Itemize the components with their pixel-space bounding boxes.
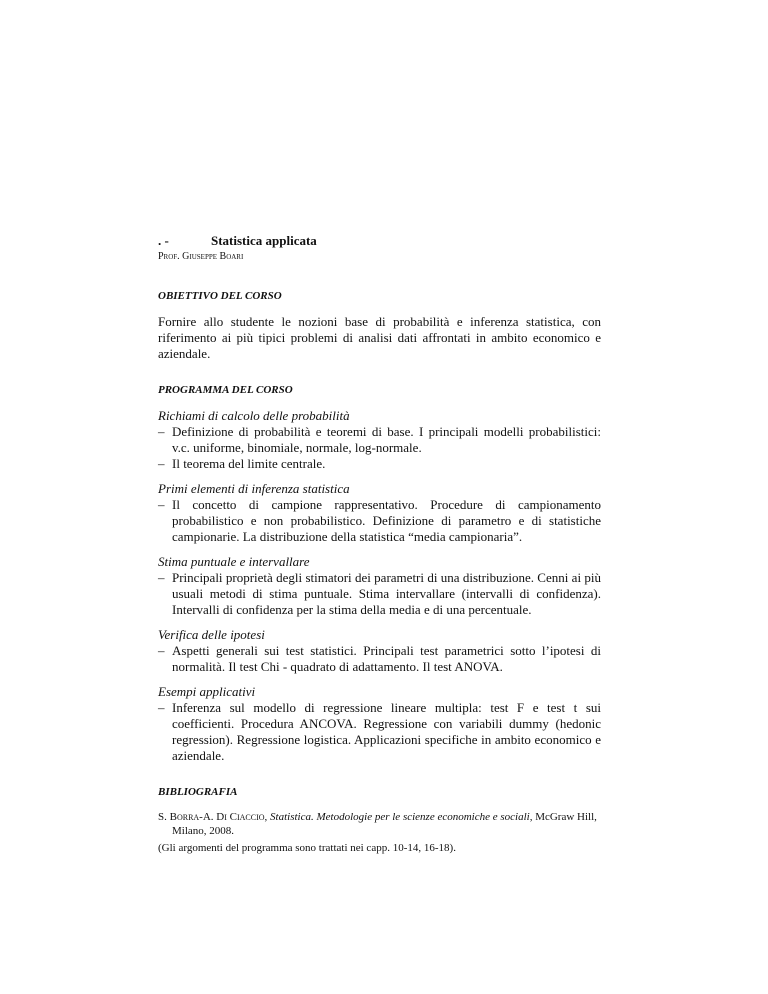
objective-text: Fornire allo studente le nozioni base di probabilità e inferenza statistica, con riferimento ai più tipici problemi di analisi dati affrontati in ambito economico e aziendale. [158, 314, 601, 361]
program-item-list [158, 700, 601, 764]
course-professor: Prof. Giuseppe Boari [158, 251, 244, 262]
program-item: – Il teorema del limite centrale. [158, 456, 326, 471]
program-heading: PROGRAMMA DEL CORSO [158, 384, 293, 396]
program-section [158, 627, 601, 675]
program-section-title: Verifica delle ipotesi [158, 627, 265, 642]
dash-bullet: – [158, 570, 165, 585]
program-section-title: Esempi applicativi [158, 684, 256, 699]
program-section [158, 481, 601, 545]
program-section [158, 408, 601, 472]
program-section-title: Primi elementi di inferenza statistica [158, 481, 350, 496]
program-item: – Principali proprietà degli stimatori dei parametri di una distribuzione. Cenni ai più usuali metodi di stima puntuale. Stima intervallare (intervalli di confidenza). Intervalli di confidenza per la stima della media e di una percentuale. [158, 570, 601, 617]
dash-bullet: – [158, 456, 165, 471]
objective-heading: OBIETTIVO DEL CORSO [158, 290, 282, 302]
program-item-list [158, 570, 601, 618]
course-title-row [158, 233, 601, 249]
program-section-title: Stima puntuale e intervallare [158, 554, 310, 569]
dash-bullet: – [158, 643, 165, 658]
program-item: – Inferenza sul modello di regressione lineare multipla: test F e test t sui coefficienti. Procedura ANCOVA. Regressione con variabili dummy (hedonic regression). Regressione logistica. Applicazioni specifiche in ambito economico e aziendale. [158, 700, 601, 763]
bibliography-title: Statistica. Metodologie per le scienze economiche e sociali, [270, 811, 533, 823]
program-item: – Il concetto di campione rappresentativo. Procedure di campionamento probabilistico e non probabilistico. Definizione di parametro e di statistiche campionarie. La distribuzione della statistica “media campionaria”. [158, 497, 601, 544]
program-item: – Aspetti generali sui test statistici. Principali test parametrici sotto l’ipotesi di normalità. Il test Chi - quadrato di adattamento. Il test ANOVA. [158, 643, 601, 674]
course-title: Statistica applicata [211, 233, 317, 248]
bibliography-publisher: McGraw Hill, Milano, 2008. [172, 811, 597, 837]
bibliography-authors: S. Borra-A. Di Ciaccio, [158, 811, 268, 823]
program-item-list [158, 424, 601, 472]
dash-bullet: – [158, 700, 165, 715]
course-number: . - [158, 233, 169, 248]
dash-bullet: – [158, 424, 165, 439]
program-section [158, 684, 601, 764]
program-item-list [158, 643, 601, 675]
course-page [158, 233, 601, 855]
dash-bullet: – [158, 497, 165, 512]
program-section [158, 554, 601, 618]
bibliography-note: (Gli argomenti del programma sono trattati nei capp. 10-14, 16-18). [158, 842, 456, 854]
program-item: – Definizione di probabilità e teoremi di base. I principali modelli probabilistici: v.c. uniforme, binomiale, normale, log-normale. [158, 424, 601, 455]
program-section-title: Richiami di calcolo delle probabilità [158, 408, 350, 423]
program-item-list [158, 497, 601, 545]
bibliography-entry [158, 810, 601, 838]
bibliography-heading: BIBLIOGRAFIA [158, 786, 238, 798]
